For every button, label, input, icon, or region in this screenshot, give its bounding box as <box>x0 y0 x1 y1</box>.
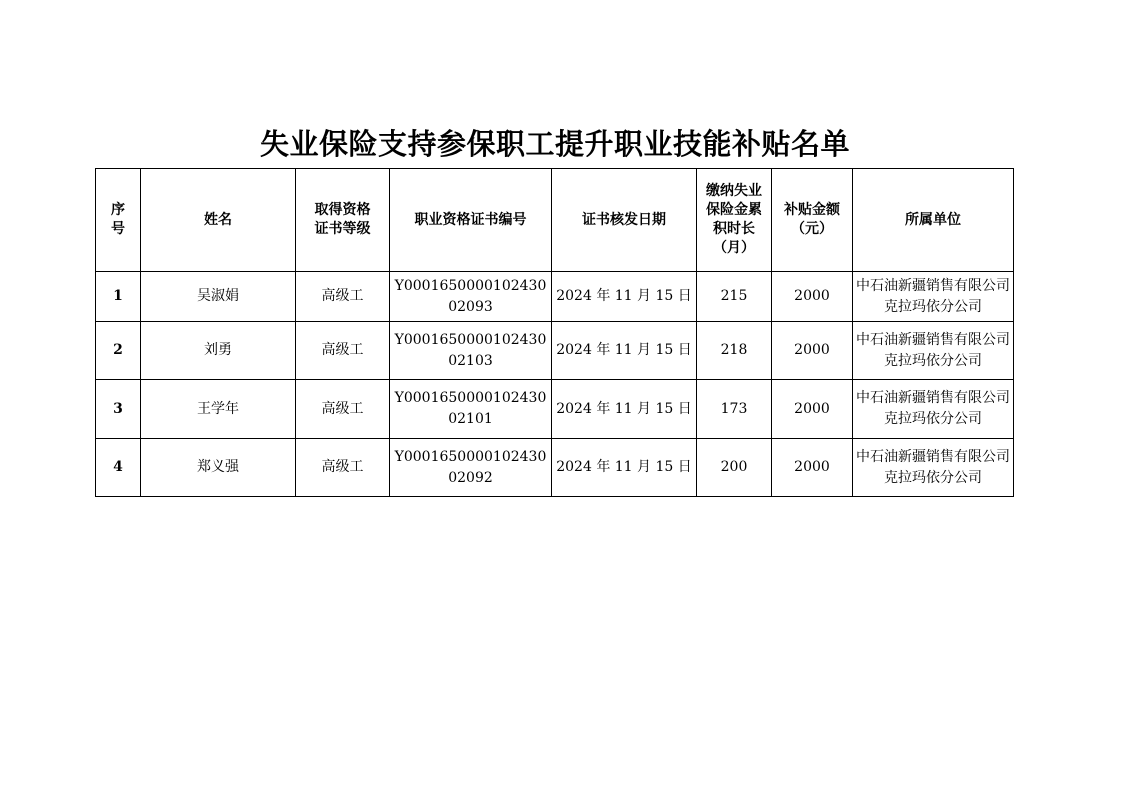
cell-name: 刘勇 <box>141 322 296 380</box>
header-name: 姓名 <box>141 169 296 272</box>
cell-organization: 中石油新疆销售有限公司克拉玛依分公司 <box>853 380 1014 439</box>
header-insurance-months: 缴纳失业保险金累积时长（月） <box>697 169 772 272</box>
cell-issue-date: 2024 年 11 月 15 日 <box>552 272 697 322</box>
header-issue-date: 证书核发日期 <box>552 169 697 272</box>
cell-insurance-months: 200 <box>697 439 772 497</box>
header-qualification-level: 取得资格证书等级 <box>296 169 390 272</box>
cell-certificate-number: Y000165000010243002092 <box>390 439 552 497</box>
header-certificate-number: 职业资格证书编号 <box>390 169 552 272</box>
cell-index: 1 <box>96 272 141 322</box>
table-row <box>96 380 1014 439</box>
cell-qualification-level: 高级工 <box>296 380 390 439</box>
header-organization: 所属单位 <box>853 169 1014 272</box>
cell-name: 吴淑娟 <box>141 272 296 322</box>
cell-index: 4 <box>96 439 141 497</box>
header-index: 序号 <box>96 169 141 272</box>
cell-qualification-level: 高级工 <box>296 322 390 380</box>
cell-subsidy-amount: 2000 <box>772 439 853 497</box>
cell-certificate-number: Y000165000010243002101 <box>390 380 552 439</box>
table-header-row <box>96 169 1014 272</box>
cell-qualification-level: 高级工 <box>296 272 390 322</box>
cell-index: 3 <box>96 380 141 439</box>
cell-index: 2 <box>96 322 141 380</box>
table-row <box>96 439 1014 497</box>
cell-organization: 中石油新疆销售有限公司克拉玛依分公司 <box>853 272 1014 322</box>
cell-insurance-months: 173 <box>697 380 772 439</box>
cell-issue-date: 2024 年 11 月 15 日 <box>552 322 697 380</box>
cell-issue-date: 2024 年 11 月 15 日 <box>552 439 697 497</box>
cell-name: 郑义强 <box>141 439 296 497</box>
subsidy-roster-table <box>95 168 1014 497</box>
header-subsidy-amount: 补贴金额（元） <box>772 169 853 272</box>
cell-subsidy-amount: 2000 <box>772 322 853 380</box>
table-row <box>96 272 1014 322</box>
cell-issue-date: 2024 年 11 月 15 日 <box>552 380 697 439</box>
cell-insurance-months: 215 <box>697 272 772 322</box>
cell-organization: 中石油新疆销售有限公司克拉玛依分公司 <box>853 322 1014 380</box>
cell-qualification-level: 高级工 <box>296 439 390 497</box>
cell-subsidy-amount: 2000 <box>772 272 853 322</box>
cell-insurance-months: 218 <box>697 322 772 380</box>
table-row <box>96 322 1014 380</box>
document-title: 失业保险支持参保职工提升职业技能补贴名单 <box>259 127 850 161</box>
cell-name: 王学年 <box>141 380 296 439</box>
cell-subsidy-amount: 2000 <box>772 380 853 439</box>
cell-organization: 中石油新疆销售有限公司克拉玛依分公司 <box>853 439 1014 497</box>
cell-certificate-number: Y000165000010243002093 <box>390 272 552 322</box>
cell-certificate-number: Y000165000010243002103 <box>390 322 552 380</box>
